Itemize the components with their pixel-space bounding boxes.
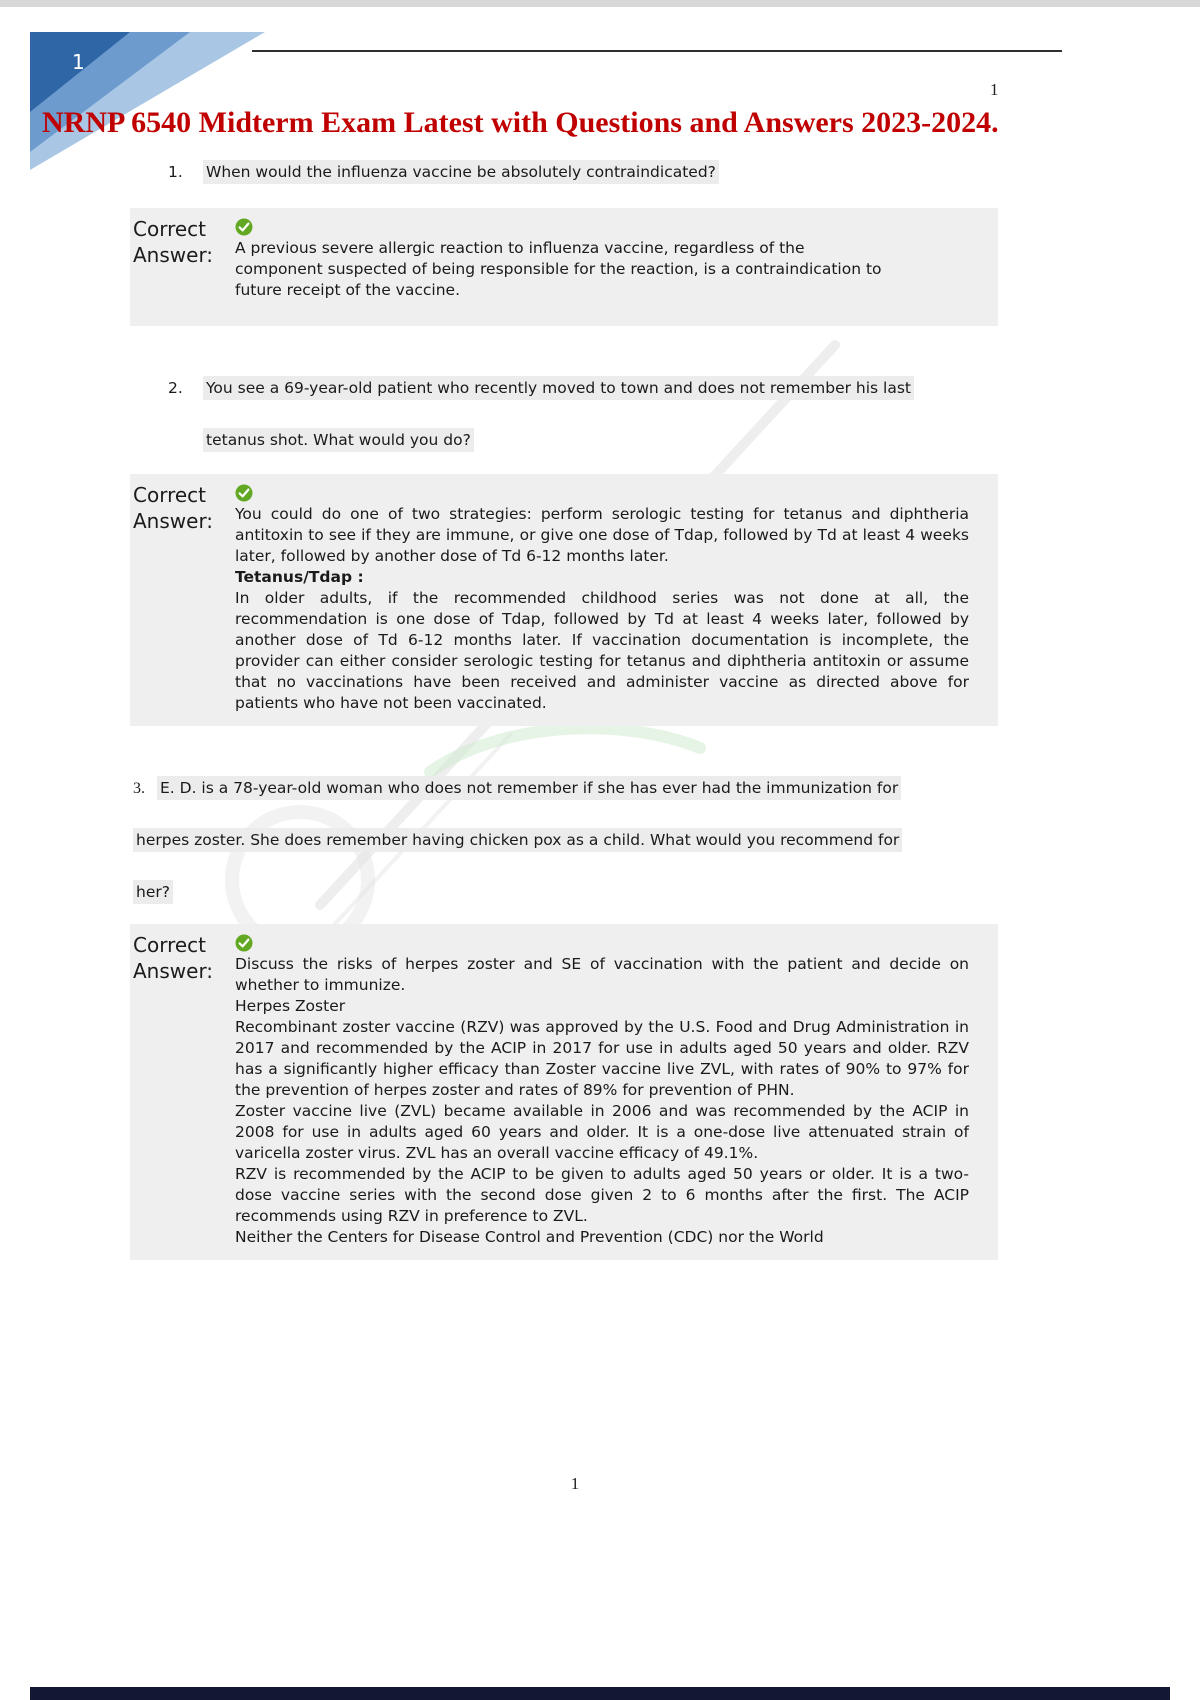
question-2-line-1 — [168, 379, 914, 397]
document-title: NRNP 6540 Midterm Exam Latest with Questions and Answers 2023-2024. — [42, 106, 999, 139]
answer-3-paragraph: Neither the Centers for Disease Control and Prevention (CDC) nor the World — [235, 1228, 824, 1246]
question-2-text-line-2: tetanus shot. What would you do? — [203, 428, 474, 452]
header-page-number: 1 — [990, 80, 999, 99]
answer-3-subheading: Herpes Zoster — [235, 997, 346, 1015]
answer-status-row — [235, 932, 969, 954]
question-2-number: 2. — [168, 379, 183, 397]
question-1 — [168, 163, 719, 181]
correct-answer-label: Correct Answer: — [133, 483, 214, 533]
check-circle-icon — [235, 934, 253, 952]
answer-3-paragraph: Recombinant zoster vaccine (RZV) was approved by the U.S. Food and Drug Administration in 2017 and recommended by the ACIP in 2017 for use in adults aged 50 years and older. RZV has a significantly higher efficacy than Zoster vaccine live ZVL, with rates of 90% to 97% for the prevention of herpes zoster and rates of 89% for prevention of PHN. — [235, 1018, 969, 1099]
answer-3-paragraph: RZV is recommended by the ACIP to be given to adults aged 50 years or older. It is a two-dose vaccine series with the second dose given 2 to 6 months after the first. The ACIP recommends using RZV in preference to ZVL. — [235, 1165, 969, 1225]
question-3-text-line-3: her? — [133, 880, 173, 904]
question-3-number: 3. — [133, 780, 145, 797]
answer-2-paragraph: In older adults, if the recommended childhood series was not done at all, the recommendation is one dose of Tdap, followed by Td at least 4 weeks later, followed by another dose of Td 6-12 months later. If vaccination documentation is incomplete, the provider can either consider serologic testing for tetanus and diphtheria antitoxin or assume that no vaccinations have been received and administer vaccine as directed above for patients who have not been vaccinated. — [235, 589, 969, 712]
answer-status-row — [235, 216, 969, 238]
scan-edge-strip — [0, 0, 1200, 7]
corner-decoration — [30, 32, 265, 172]
correct-answer-label: Correct Answer: — [133, 933, 214, 983]
footer-bar — [30, 1687, 1170, 1700]
question-3-text-line-2: herpes zoster. She does remember having chicken pox as a child. What would you recommend for — [133, 828, 902, 852]
answer-block-3 — [130, 924, 998, 1260]
question-1-text: When would the influenza vaccine be absolutely contraindicated? — [203, 160, 719, 184]
footer-page-number: 1 — [570, 1474, 580, 1493]
answer-1-paragraph: A previous severe allergic reaction to influenza vaccine, regardless of the component suspected of being responsible for the reaction, is a contraindication to future receipt of the vaccine. — [235, 239, 882, 299]
check-circle-icon — [235, 218, 253, 236]
check-circle-icon — [235, 484, 253, 502]
question-1-number: 1. — [168, 163, 183, 181]
correct-answer-label: Correct Answer: — [133, 217, 214, 267]
question-3-line-1 — [133, 779, 901, 798]
answer-block-1 — [130, 208, 998, 326]
question-2-line-2 — [203, 431, 474, 449]
corner-page-number: 1 — [72, 50, 85, 74]
header-rule — [252, 50, 1062, 52]
answer-2-subheading: Tetanus/Tdap : — [235, 568, 364, 586]
answer-3-paragraph: Zoster vaccine live (ZVL) became available in 2006 and was recommended by the ACIP in 2008 for use in adults aged 60 years and older. It is a one-dose live attenuated strain of varicella zoster virus. ZVL has an overall vaccine efficacy of 49.1%. — [235, 1102, 969, 1162]
answer-status-row — [235, 482, 969, 504]
question-3-line-2 — [133, 831, 902, 849]
answer-3-paragraph: Discuss the risks of herpes zoster and SE of vaccination with the patient and decide on whether to immunize. — [235, 955, 969, 994]
question-2-text-line-1: You see a 69-year-old patient who recently moved to town and does not remember his last — [203, 376, 914, 400]
answer-block-2 — [130, 474, 998, 726]
question-3-text-line-1: E. D. is a 78-year-old woman who does not remember if she has ever had the immunization for — [157, 776, 901, 800]
question-3-line-3 — [133, 883, 173, 901]
answer-2-paragraph: You could do one of two strategies: perform serologic testing for tetanus and diphtheria antitoxin to see if they are immune, or give one dose of Tdap, followed by Td at least 4 weeks later, followed by another dose of Td 6-12 months later. — [235, 505, 969, 565]
